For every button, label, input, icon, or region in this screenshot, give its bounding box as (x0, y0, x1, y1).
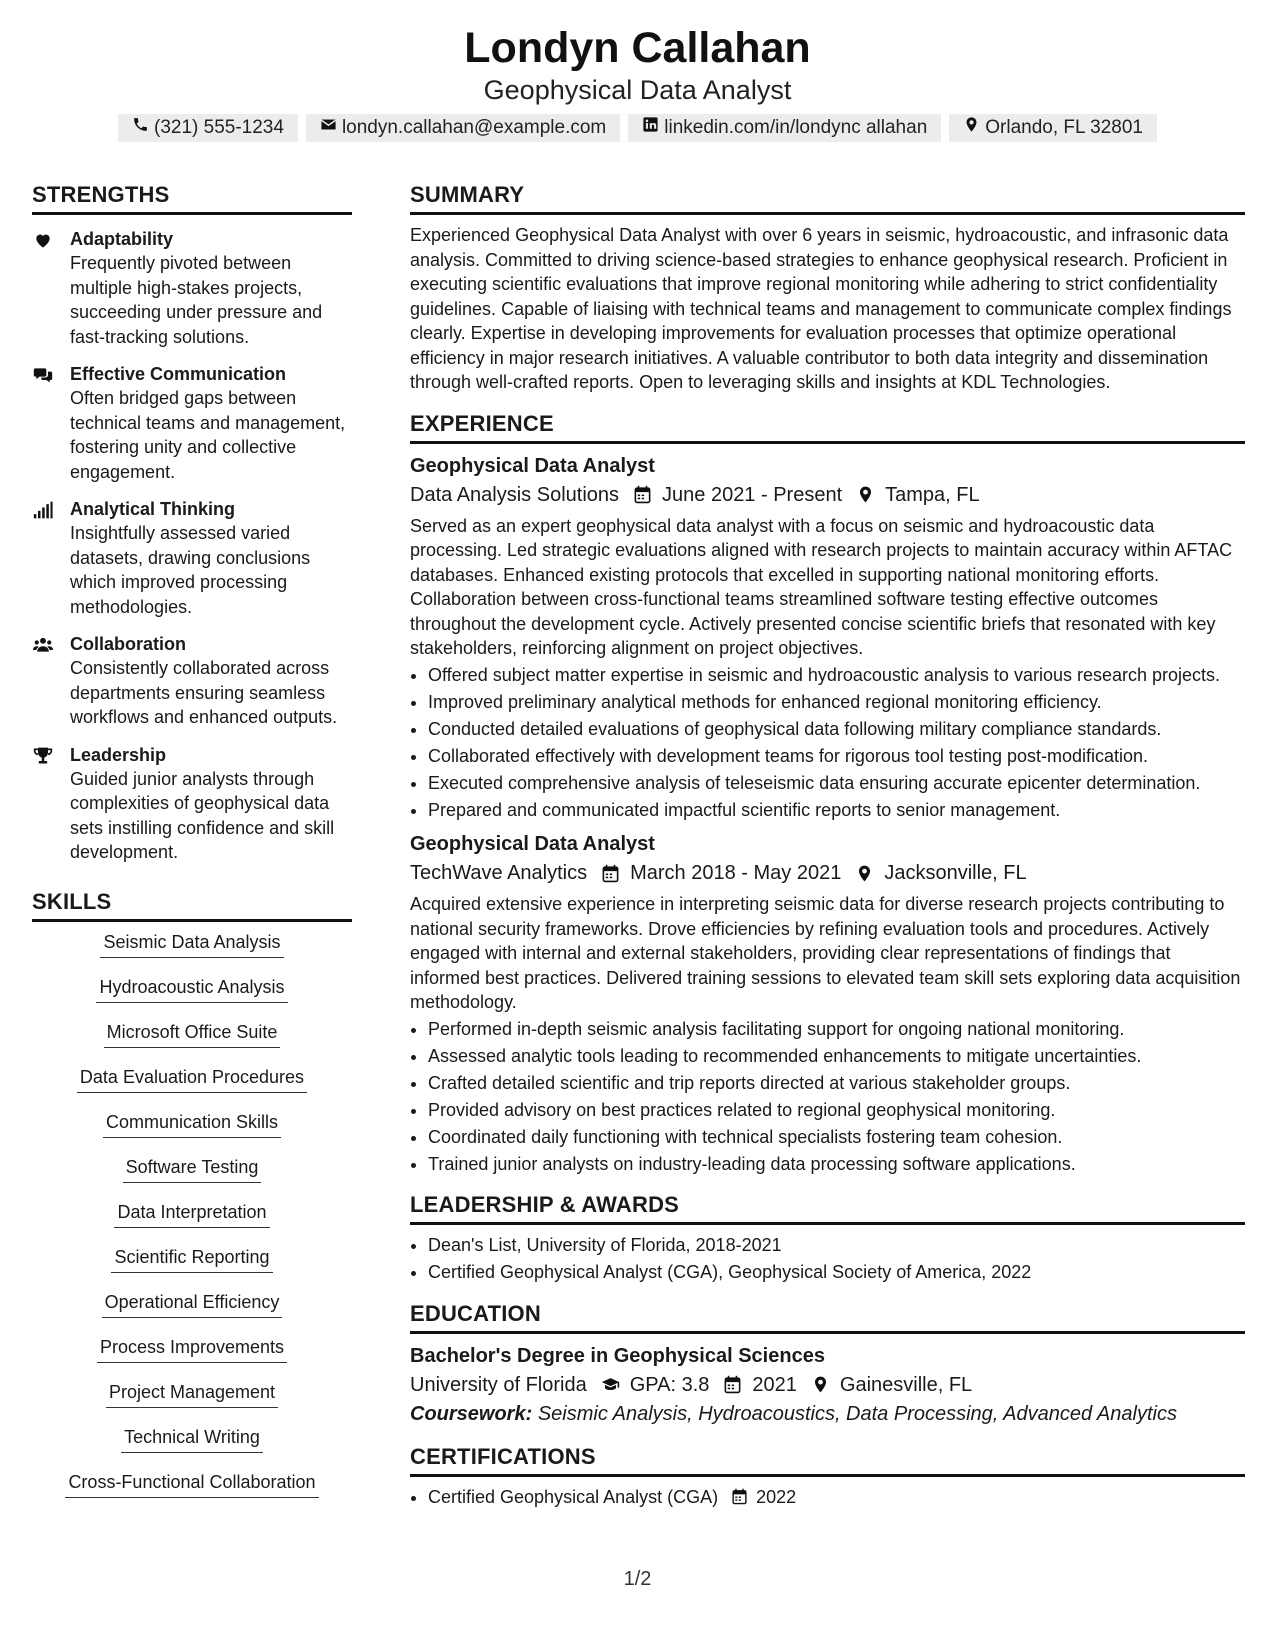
location-pin-icon (855, 864, 874, 883)
contact-bar (0, 114, 1275, 142)
list-item: • Trained junior analysts on industry-leading data processing software applications. (428, 1152, 1245, 1177)
certifications-list (410, 1485, 1245, 1510)
contact-email[interactable] (306, 114, 620, 142)
skills-heading: SKILLS (32, 887, 352, 922)
strength-name: Analytical Thinking (70, 499, 236, 519)
job-meta (410, 858, 1245, 888)
graduation-year: 2021 (752, 1373, 797, 1396)
strength-desc: Consistently collaborated across departments ensuring seamless workflows and enhanced outputs. (70, 658, 338, 727)
resume-header (0, 22, 1275, 106)
list-item: • Conducted detailed evaluations of geophysical data following military compliance standards. (428, 717, 1245, 742)
list-item: • Offered subject matter expertise in seismic and hydroacoustic analysis to various research projects. (428, 663, 1245, 688)
education-meta (410, 1370, 1245, 1400)
list-item: • Prepared and communicated impactful scientific reports to senior management. (428, 798, 1245, 823)
strength-item (32, 632, 352, 730)
summary-heading: SUMMARY (410, 180, 1245, 215)
list-item: • Improved preliminary analytical methods for enhanced regional monitoring efficiency. (428, 690, 1245, 715)
school-location: Gainesville, FL (839, 1373, 973, 1396)
strength-desc: Insightfully assessed varied datasets, drawing conclusions which improved processing methodologies. (70, 523, 311, 617)
email-text[interactable]: londyn.callahan@example.com (341, 117, 607, 138)
location-text: Orlando, FL 32801 (985, 117, 1143, 138)
strength-name: Leadership (70, 744, 167, 765)
job-description: Acquired extensive experience in interpreting seismic data for diverse research projects contributing to national security frameworks. Drove efficiencies by refining evaluation tools and procedures. Actively engaged with internal and external stakeholders, providing clear representations of findings that informed best practices. Delivered training sessions to elevated team skill sets exploring data acquisition methodology. (410, 894, 1241, 1012)
candidate-name: Londyn Callahan (464, 24, 811, 72)
contact-location (949, 114, 1157, 142)
strength-name: Adaptability (70, 229, 174, 249)
job-company: TechWave Analytics (410, 862, 588, 884)
job-title: Geophysical Data Analyst (410, 833, 655, 855)
education-heading: EDUCATION (410, 1299, 1245, 1334)
gpa: GPA: 3.8 (629, 1373, 710, 1396)
strength-name: Collaboration (70, 634, 186, 654)
strength-desc: Guided junior analysts through complexities of geophysical data sets instilling confidence and skill development. (70, 768, 335, 862)
job-dates: March 2018 - May 2021 (630, 862, 842, 884)
skill-tag: Microsoft Office Suite (104, 1020, 281, 1048)
skill-tag: Hydroacoustic Analysis (96, 975, 287, 1003)
skill-tag: Data Evaluation Procedures (77, 1065, 307, 1093)
list-item: • Coordinated daily functioning with technical specialists fostering team cohesion. (428, 1125, 1245, 1150)
awards-list (410, 1233, 1245, 1285)
graduation-cap-icon (601, 1375, 620, 1394)
list-item: • Performed in-depth seismic analysis facilitating support for ongoing national monitoring. (428, 1017, 1245, 1042)
calendar-icon (731, 1487, 748, 1504)
linkedin-text[interactable]: linkedin.com/in/londync allahan (664, 117, 928, 138)
strength-item (32, 497, 352, 619)
skill-tag: Seismic Data Analysis (100, 930, 283, 958)
skill-tag: Cross-Functional Collaboration (65, 1470, 318, 1498)
job-description: Served as an expert geophysical data analyst with a focus on seismic and hydroacoustic data processing. Led strategic evaluations aligned with research projects to maintain accuracy within AFTAC databases. Enhanced existing protocols that excelled in supporting national monitoring efforts. Collaboration between cross-functional teams streamlined software testing effective outcomes throughout the development cycle. Actively presented concise scientific briefs that resonated with key stakeholders, reinforcing alignment on project objectives. (410, 515, 1233, 658)
summary-text: Experienced Geophysical Data Analyst with over 6 years in seismic, hydroacoustic, and infrasonic data analysis. Committed to driving science-based strategies to enhance geophysical research. Proficient in executing scientific evaluations that improve regional monitoring while adhering to strict confidentiality guidelines. Capable of liaising with technical teams and management to communicate complex findings clearly. Expertise in developing improvements for evaluation processes that optimize operational efficiency in major research initiatives. A valuable contributor to both data integrity and dissemination through well-crafted reports. Open to leveraging skills and insights at KDL Technologies. (410, 225, 1232, 392)
phone-text: (321) 555-1234 (154, 117, 284, 138)
skill-tag: Project Management (106, 1380, 278, 1408)
page-number: 1/2 (623, 1568, 652, 1590)
calendar-icon (633, 485, 652, 504)
job-entry (410, 452, 1245, 823)
candidate-title: Geophysical Data Analyst (483, 75, 792, 105)
list-item: • Provided advisory on best practices related to regional geophysical monitoring. (428, 1098, 1245, 1123)
job-meta (410, 480, 1245, 510)
list-item: • Executed comprehensive analysis of teleseismic data ensuring accurate epicenter determination. (428, 771, 1245, 796)
strength-item (32, 227, 352, 349)
list-item: • Certified Geophysical Analyst (CGA), Geophysical Society of America, 2022 (428, 1260, 1245, 1285)
experience-heading: EXPERIENCE (410, 409, 1245, 444)
left-column (32, 180, 352, 1515)
list-item: • Assessed analytic tools leading to recommended enhancements to mitigate uncertainties. (428, 1044, 1245, 1069)
skills-list (32, 930, 352, 1515)
list-item: • Collaborated effectively with development teams for rigorous tool testing post-modification. (428, 744, 1245, 769)
strength-desc: Often bridged gaps between technical teams and management, fostering unity and collective engagement. (70, 388, 346, 482)
strength-name: Effective Communication (70, 364, 287, 384)
contact-phone (118, 114, 298, 142)
location-pin-icon (811, 1375, 830, 1394)
calendar-icon (601, 864, 620, 883)
job-location: Tampa, FL (885, 483, 980, 506)
skill-tag: Data Interpretation (114, 1200, 269, 1228)
coursework-label: Coursework: (410, 1402, 533, 1425)
coursework-list: Seismic Analysis, Hydroacoustics, Data Processing, Advanced Analytics (537, 1402, 1177, 1425)
list-item: • Dean's List, University of Florida, 2018-2021 (428, 1233, 1245, 1258)
skill-tag: Software Testing (123, 1155, 262, 1183)
awards-heading: LEADERSHIP & AWARDS (410, 1190, 1245, 1225)
calendar-icon (723, 1375, 742, 1394)
strength-item (32, 362, 352, 484)
skill-tag: Scientific Reporting (111, 1245, 272, 1273)
job-location: Jacksonville, FL (884, 862, 1027, 884)
certification-name: Certified Geophysical Analyst (CGA) (428, 1486, 719, 1507)
strength-item (32, 743, 352, 865)
strength-desc: Frequently pivoted between multiple high-stakes projects, succeeding under pressure and fast-tracking solutions. (70, 253, 323, 347)
job-bullets (410, 663, 1245, 823)
contact-linkedin[interactable] (628, 114, 941, 142)
list-item: • Crafted detailed scientific and trip reports directed at various stakeholder groups. (428, 1071, 1245, 1096)
skill-tag: Process Improvements (97, 1335, 287, 1363)
job-company: Data Analysis Solutions (410, 483, 620, 506)
job-entry (410, 830, 1245, 1176)
trophy-icon (32, 746, 54, 766)
location-pin-icon (963, 114, 980, 142)
right-column (410, 180, 1245, 1512)
skill-tag: Technical Writing (121, 1425, 263, 1453)
heart-icon (32, 230, 54, 250)
degree-name: Bachelor's Degree in Geophysical Sciences (410, 1344, 825, 1367)
chat-bubbles-icon (32, 365, 54, 385)
job-title: Geophysical Data Analyst (410, 454, 655, 477)
envelope-icon (320, 114, 337, 142)
list-item (428, 1485, 1245, 1510)
school-name: University of Florida (410, 1373, 587, 1396)
phone-icon (132, 114, 149, 142)
skill-tag: Communication Skills (103, 1110, 281, 1138)
coursework (410, 1400, 1245, 1428)
linkedin-icon (642, 114, 659, 142)
skill-tag: Operational Efficiency (102, 1290, 283, 1318)
signal-bars-icon (32, 500, 54, 520)
job-dates: June 2021 - Present (662, 483, 843, 506)
job-bullets (410, 1017, 1245, 1177)
certification-year: 2022 (756, 1486, 797, 1507)
strengths-heading: STRENGTHS (32, 180, 352, 215)
users-icon (32, 635, 54, 655)
location-pin-icon (856, 485, 875, 504)
certifications-heading: CERTIFICATIONS (410, 1442, 1245, 1477)
